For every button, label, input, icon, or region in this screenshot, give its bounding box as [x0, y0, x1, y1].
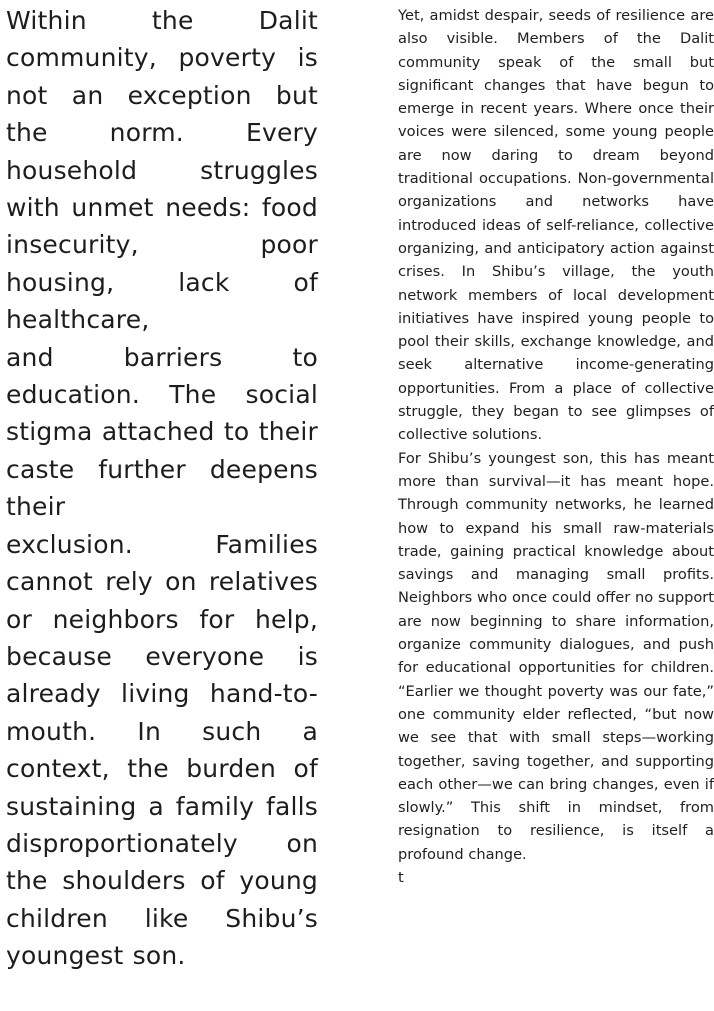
- left-paragraph-2: and barriers to education. The social stigma attached to their caste further deepens their: [6, 342, 318, 522]
- stray-character: t: [398, 868, 404, 886]
- left-paragraph-3: exclusion. Families cannot rely on relatives or neighbors for help, because everyone is already living hand-to-mouth. In such a context, the burden of sustaining a family falls disproportionately on the shoulders of young children like Shibu’s youngest son.: [6, 529, 318, 971]
- right-paragraph-1: Yet, amidst despair, seeds of resilience are also visible. Members of the Dalit community speak of the small but significant changes that have begun to emerge in recent years. Where once their voices were silenced, some young people are now daring to dream beyond traditional occupations. Non-governmental organizations and networks have introduced ideas of self-reliance, collective organizing, and anticipatory action against crises. In Shibu’s village, the youth network members of local development initiatives have inspired young people to pool their skills, exchange knowledge, and seek alternative income-generating opportunities. From a place of collective struggle, they began to see glimpses of collective solutions.: [398, 7, 714, 444]
- right-text-column: [398, 4, 714, 889]
- left-paragraph-1: Within the Dalit community, poverty is not an exception but the norm. Every household struggles with unmet needs: food insecurity, poor housing, lack of healthcare,: [6, 6, 318, 335]
- right-paragraph-2: For Shibu’s youngest son, this has meant more than survival—it has meant hope. Through community networks, he learned how to expand his small raw-materials trade, gaining practical knowledge about savings and managing small profits. Neighbors who once could offer no support are now beginning to share information, organize community dialogues, and push for educational opportunities for children. “Earlier we thought poverty was our fate,” one community elder reflected, “but now we see that with small steps—working together, saving together, and supporting each other—we can bring changes, even if slowly.” This shift in mindset, from resignation to resilience, is itself a profound change.: [398, 449, 714, 863]
- column-gutter: [330, 0, 390, 1011]
- left-text-column: [6, 2, 318, 975]
